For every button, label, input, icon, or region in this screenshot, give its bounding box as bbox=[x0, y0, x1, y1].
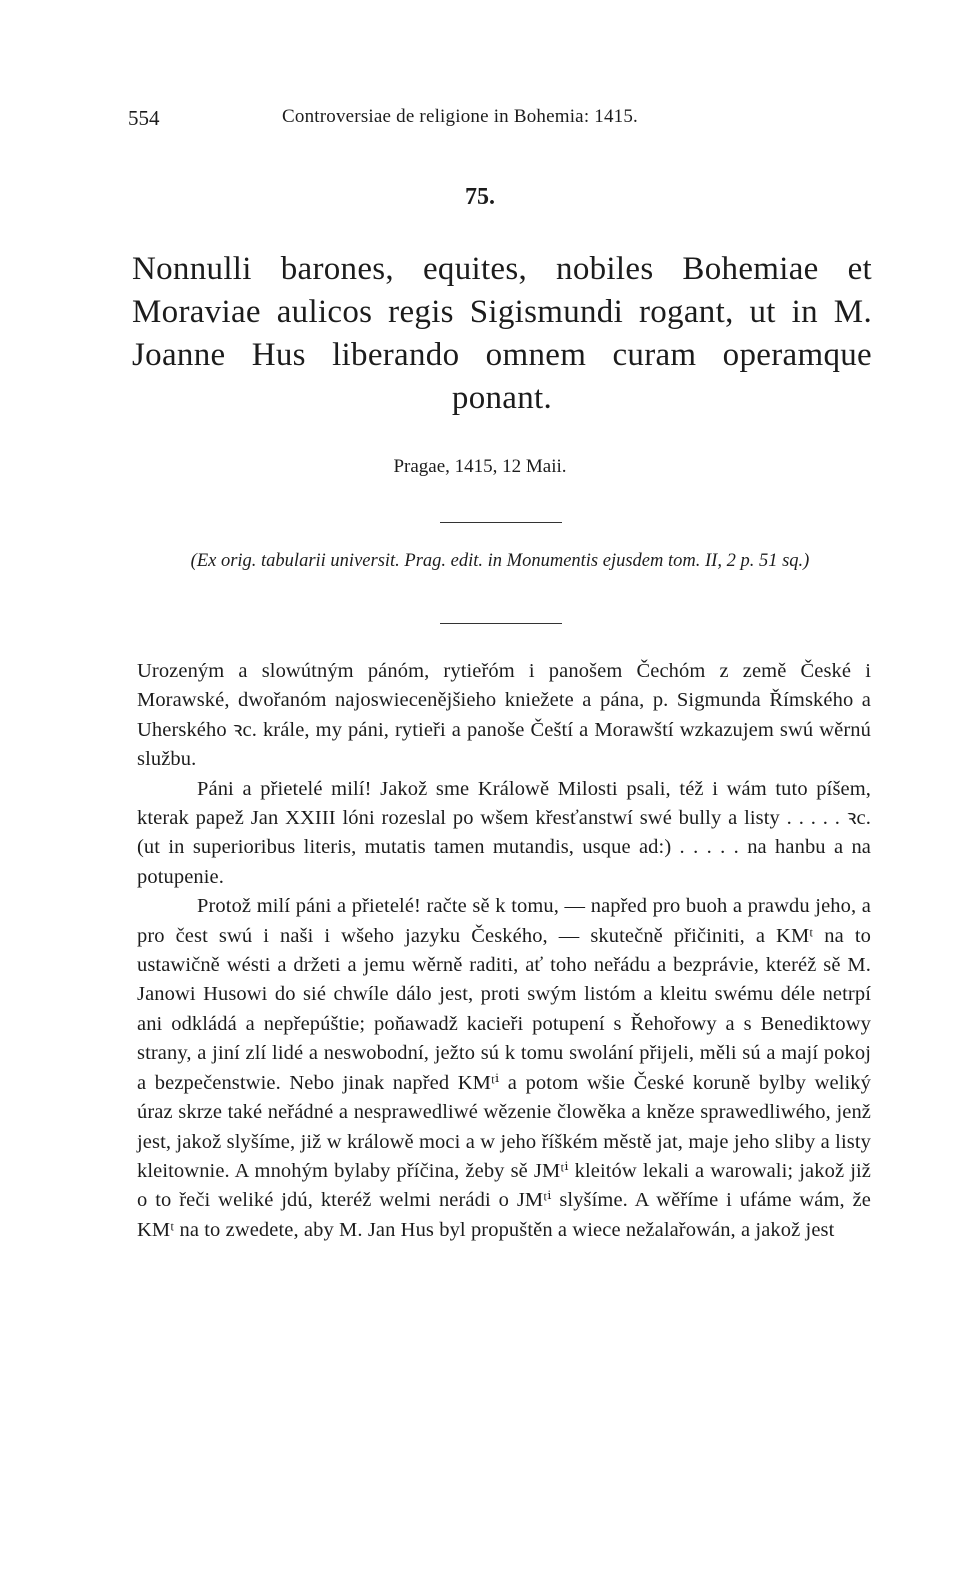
document-number: 75. bbox=[465, 184, 495, 210]
page-number: 554 bbox=[128, 106, 160, 130]
running-head: Controversiae de religione in Bohemia: 1415. bbox=[282, 106, 638, 127]
body-paragraph: Urozeným a slowútným pánóm, rytieřóm i panošem Čechóm z země České i Morawské, dwořanóm najoswiecenějšieho kniežete a pána, p. Sigmunda Římského a Uherského ꝛc. krále, my páni, rytieři a panoše Čeští a Morawští wzkazujem swú wěrnú službu. bbox=[137, 660, 871, 771]
divider-rule bbox=[440, 522, 562, 523]
body-text bbox=[137, 657, 871, 1245]
document-date: Pragae, 1415, 12 Maii. bbox=[393, 456, 567, 477]
source-note: (Ex orig. tabularii universit. Prag. edit. in Monumentis ejusdem tom. II, 2 p. 51 sq.) bbox=[190, 551, 810, 571]
body-paragraph: Protož milí páni a přietelé! račte sě k tomu, — napřed pro buoh a prawdu jeho, a pro čest swú i naši i wšeho jazyku Českého, — skutečně přičiniti, a KMᵗ na to ustawičně wésti a držeti a jemu wěrně raditi, ať toho neřádu a bezprávie, kteréž sě M. Janowi Husowi do sié chwíle dálo jest, proti swým listóm a kleitu swému déle netrpí ani odkládá a nepřepúštie; poňawadž kacieři potupení s Řehořowy a s Benediktowy strany, a jiní zlí lidé a neswobodní, ježto sú k tomu swolání přijeli, měli sú a mají pokoj a bezpečenstwie. Nebo jinak napřed KMᵗⁱ a potom wšie České koruně bylby weliký úraz skrze také neřádné a nesprawedliwé wězenie člowěka a kněze sprawedliwého, jenž jest, jakož slyšíme, již w králowě moci a w jeho říškém městě jat, maje jeho sliby a listy kleitownie. A mnohým bylaby příčina, žeby sě JMᵗⁱ kleitów lekali a warowali; jakož již o to řeči weliké jdú, kteréž welmi nerádi o JMᵗⁱ slyšíme. A wěříme i ufáme wám, že KMᵗ na to zwedete, aby M. Jan Hus byl propuštěn a wiece nežalařowán, a jakož jest bbox=[137, 895, 871, 1241]
body-paragraph: Páni a přietelé milí! Jakož sme Králowě Milosti psali, též i wám tuto píšem, kterak papež Jan XXIII lóni rozeslal po wšem křesťanstwí swé bully a listy . . . . . ꝛc. (ut in superioribus literis, mutatis tamen mutandis, usque ad:) . . . . . na hanbu a na potupenie. bbox=[137, 777, 871, 888]
document-title: Nonnulli barones, equites, nobiles Bohemiae et Moraviae aulicos regis Sigismundi rogant, ut in M. Joanne Hus liberando omnem curam operamque ponant. bbox=[132, 251, 872, 416]
divider-rule bbox=[440, 623, 562, 624]
